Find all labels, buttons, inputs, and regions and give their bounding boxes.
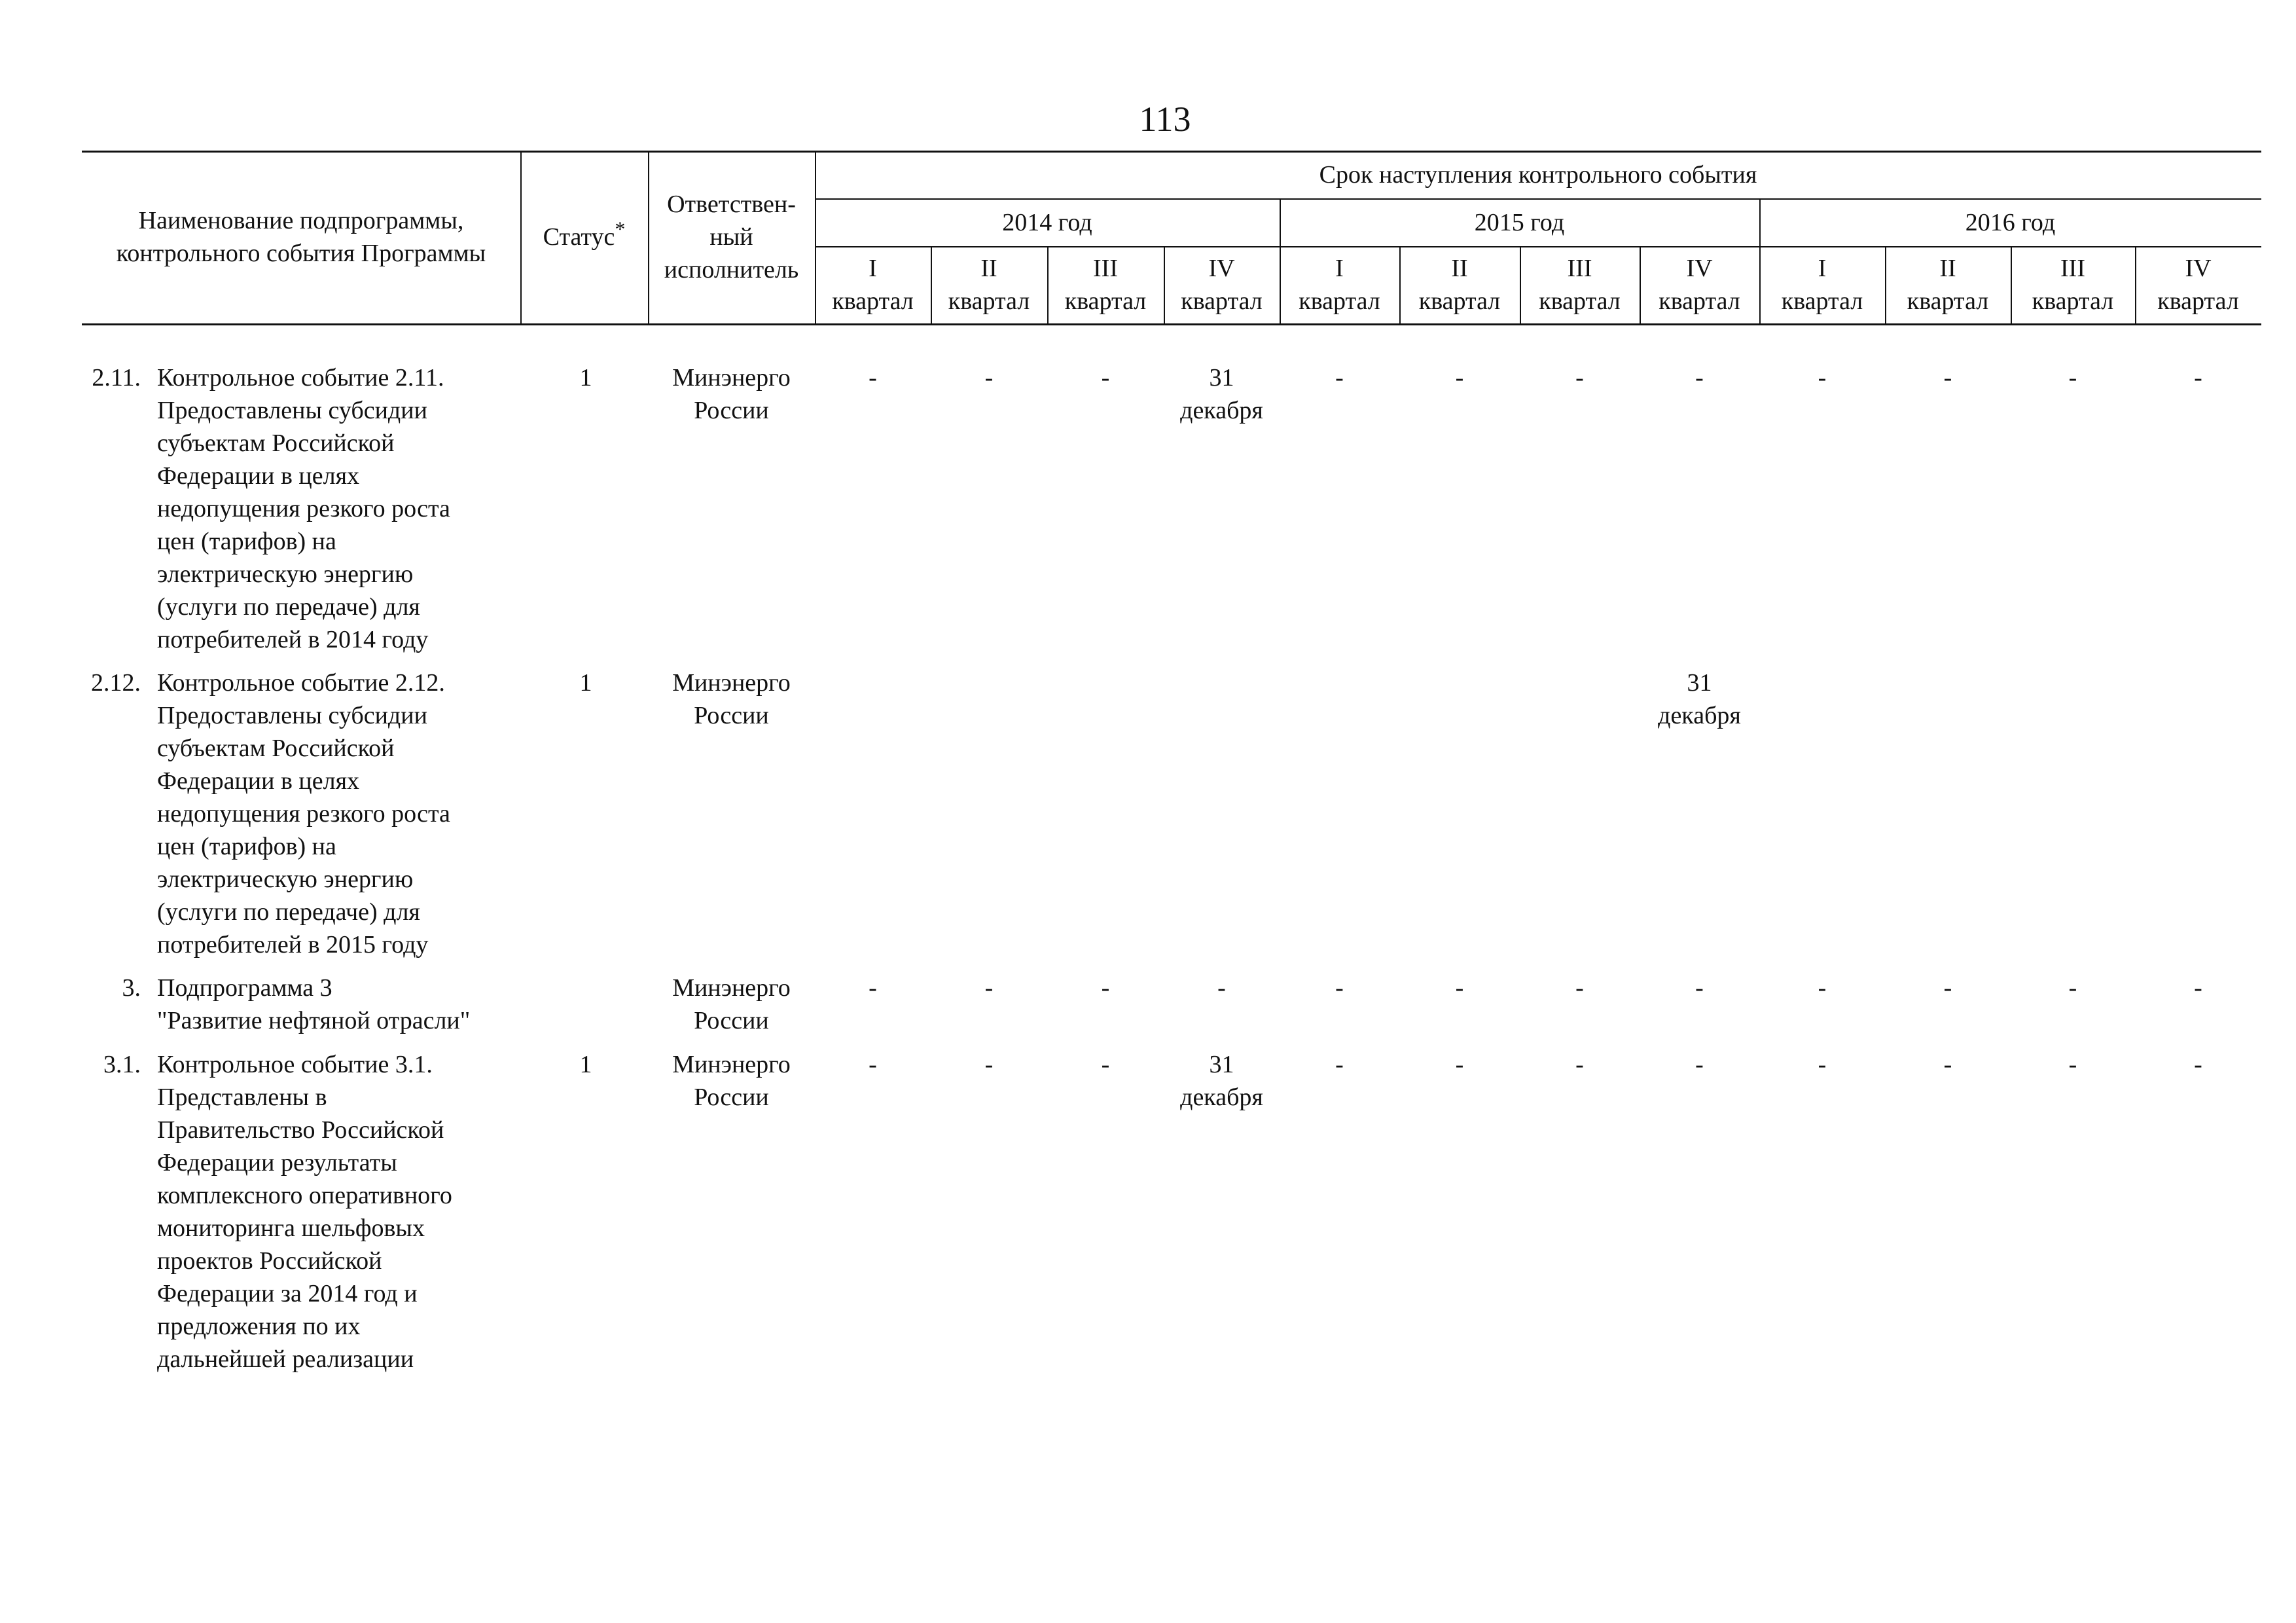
column-header-name: Наименование подпрограммы, контрольного события Программы bbox=[116, 207, 486, 267]
quarter-header bbox=[1640, 246, 1759, 323]
quarter-value: - bbox=[1335, 1051, 1344, 1078]
year-header bbox=[815, 198, 1280, 246]
row-status: 1 bbox=[579, 669, 592, 697]
quarter-value: - bbox=[984, 364, 994, 392]
quarter-value: - bbox=[1335, 364, 1344, 392]
row-title: Контрольное событие 2.11. Предоставлены субсидии субъектам Российской Федерации в целях недопущения резкого роста цен (тарифов) на электрическую энергию (услуги по передаче) для потребителей в 2014 году bbox=[157, 364, 450, 653]
quarter-header bbox=[1047, 246, 1164, 323]
quarter-value: - bbox=[1101, 1051, 1110, 1078]
quarter-number: III bbox=[2060, 255, 2085, 282]
quarter-value: - bbox=[1335, 974, 1344, 1002]
quarter-value: - bbox=[1455, 974, 1464, 1002]
quarter-value: 31 декабря bbox=[1180, 364, 1263, 424]
quarter-header bbox=[1520, 246, 1640, 323]
quarter-header bbox=[1759, 246, 1885, 323]
quarter-value: - bbox=[1575, 364, 1584, 392]
quarter-value: - bbox=[1818, 974, 1827, 1002]
quarter-word: квартал bbox=[1064, 287, 1147, 315]
status-label: Статус bbox=[543, 223, 615, 251]
quarter-value: - bbox=[2194, 974, 2202, 1002]
row-title: Подпрограмма 3 "Развитие нефтяной отрасли" bbox=[157, 974, 471, 1034]
quarter-value: - bbox=[2194, 1051, 2202, 1078]
quarter-value: - bbox=[1455, 1051, 1464, 1078]
quarter-value: - bbox=[869, 1051, 877, 1078]
quarter-header bbox=[2135, 246, 2261, 323]
quarter-value: - bbox=[2068, 364, 2077, 392]
quarter-header bbox=[1164, 246, 1280, 323]
quarter-number: I bbox=[1335, 255, 1344, 282]
quarter-word: квартал bbox=[1781, 287, 1863, 315]
quarter-value: - bbox=[1575, 974, 1584, 1002]
quarter-value: - bbox=[1818, 364, 1827, 392]
year-label: 2016 год bbox=[1965, 208, 2056, 236]
quarter-value: - bbox=[1695, 364, 1704, 392]
quarter-value: - bbox=[869, 364, 877, 392]
quarter-word: квартал bbox=[1659, 287, 1740, 315]
quarter-value: - bbox=[1818, 1051, 1827, 1078]
row-number: 2.12. bbox=[91, 669, 141, 697]
quarter-value: - bbox=[1575, 1051, 1584, 1078]
quarter-word: квартал bbox=[1907, 287, 1989, 315]
row-number: 2.11. bbox=[92, 364, 141, 392]
row-number: 3. bbox=[122, 974, 141, 1002]
header-bottom-rule bbox=[82, 323, 2261, 325]
quarter-value: - bbox=[2068, 974, 2077, 1002]
quarter-number: III bbox=[1567, 255, 1592, 282]
quarter-header bbox=[931, 246, 1047, 323]
row-executor: Минэнерго России bbox=[672, 669, 791, 729]
row-executor: Минэнерго России bbox=[672, 364, 791, 424]
quarter-word: квартал bbox=[832, 287, 914, 315]
quarter-value: 31 декабря bbox=[1658, 669, 1741, 729]
column-header-status bbox=[543, 217, 626, 253]
column-header-executor: Ответствен- ный исполнитель bbox=[664, 191, 799, 283]
quarter-number: I bbox=[869, 255, 877, 282]
quarter-word: квартал bbox=[1299, 287, 1380, 315]
status-footnote-mark: * bbox=[615, 217, 626, 241]
quarter-value: - bbox=[1217, 974, 1226, 1002]
quarter-header bbox=[1399, 246, 1520, 323]
row-status: 1 bbox=[579, 1051, 592, 1078]
year-label: 2014 год bbox=[1002, 208, 1092, 236]
quarter-word: квартал bbox=[1181, 287, 1263, 315]
quarter-value: - bbox=[984, 974, 994, 1002]
quarter-value: - bbox=[869, 974, 877, 1002]
header-name-cell bbox=[82, 151, 520, 323]
quarter-word: квартал bbox=[1539, 287, 1621, 315]
quarter-number: II bbox=[980, 255, 997, 282]
quarter-header bbox=[815, 246, 931, 323]
row-executor: Минэнерго России bbox=[672, 1051, 791, 1111]
row-title: Контрольное событие 2.12. Предоставлены субсидии субъектам Российской Федерации в целях недопущения резкого роста цен (тарифов) на электрическую энергию (услуги по передаче) для потребителей в 2015 году bbox=[157, 669, 450, 958]
header-executor-cell bbox=[648, 151, 815, 323]
quarter-number: II bbox=[1451, 255, 1468, 282]
row-status: 1 bbox=[579, 364, 592, 392]
header-period-cell bbox=[815, 151, 2261, 198]
quarter-number: I bbox=[1818, 255, 1827, 282]
quarter-value: - bbox=[2068, 1051, 2077, 1078]
row-number: 3.1. bbox=[103, 1051, 141, 1078]
column-header-period: Срок наступления контрольного события bbox=[1319, 160, 1757, 189]
quarter-value: - bbox=[1455, 364, 1464, 392]
quarter-value: 31 декабря bbox=[1180, 1051, 1263, 1111]
year-label: 2015 год bbox=[1474, 208, 1565, 236]
header-status-cell bbox=[520, 151, 648, 323]
quarter-value: - bbox=[2194, 364, 2202, 392]
quarter-value: - bbox=[1943, 364, 1952, 392]
quarter-number: IV bbox=[2185, 255, 2212, 282]
year-header bbox=[1280, 198, 1759, 246]
quarter-number: III bbox=[1093, 255, 1118, 282]
quarter-number: IV bbox=[1686, 255, 1713, 282]
quarter-word: квартал bbox=[1418, 287, 1501, 315]
year-header bbox=[1759, 198, 2261, 246]
page-number: 113 bbox=[1139, 100, 1191, 139]
quarter-word: квартал bbox=[2032, 287, 2114, 315]
row-executor: Минэнерго России bbox=[672, 974, 791, 1034]
quarter-header bbox=[1885, 246, 2011, 323]
quarter-number: II bbox=[1939, 255, 1956, 282]
quarter-value: - bbox=[1943, 974, 1952, 1002]
quarter-header bbox=[1280, 246, 1399, 323]
quarter-value: - bbox=[1695, 1051, 1704, 1078]
quarter-word: квартал bbox=[948, 287, 1030, 315]
quarter-value: - bbox=[1695, 974, 1704, 1002]
quarter-value: - bbox=[984, 1051, 994, 1078]
quarter-header bbox=[2011, 246, 2135, 323]
row-title: Контрольное событие 3.1. Представлены в Правительство Российской Федерации результаты комплексного оперативного мониторинга шельфовых проектов Российской Федерации за 2014 год и предложения по их дальнейшей реализации bbox=[157, 1051, 452, 1373]
quarter-number: IV bbox=[1208, 255, 1235, 282]
quarter-value: - bbox=[1101, 364, 1110, 392]
quarter-value: - bbox=[1101, 974, 1110, 1002]
quarter-value: - bbox=[1943, 1051, 1952, 1078]
quarter-word: квартал bbox=[2157, 287, 2239, 315]
